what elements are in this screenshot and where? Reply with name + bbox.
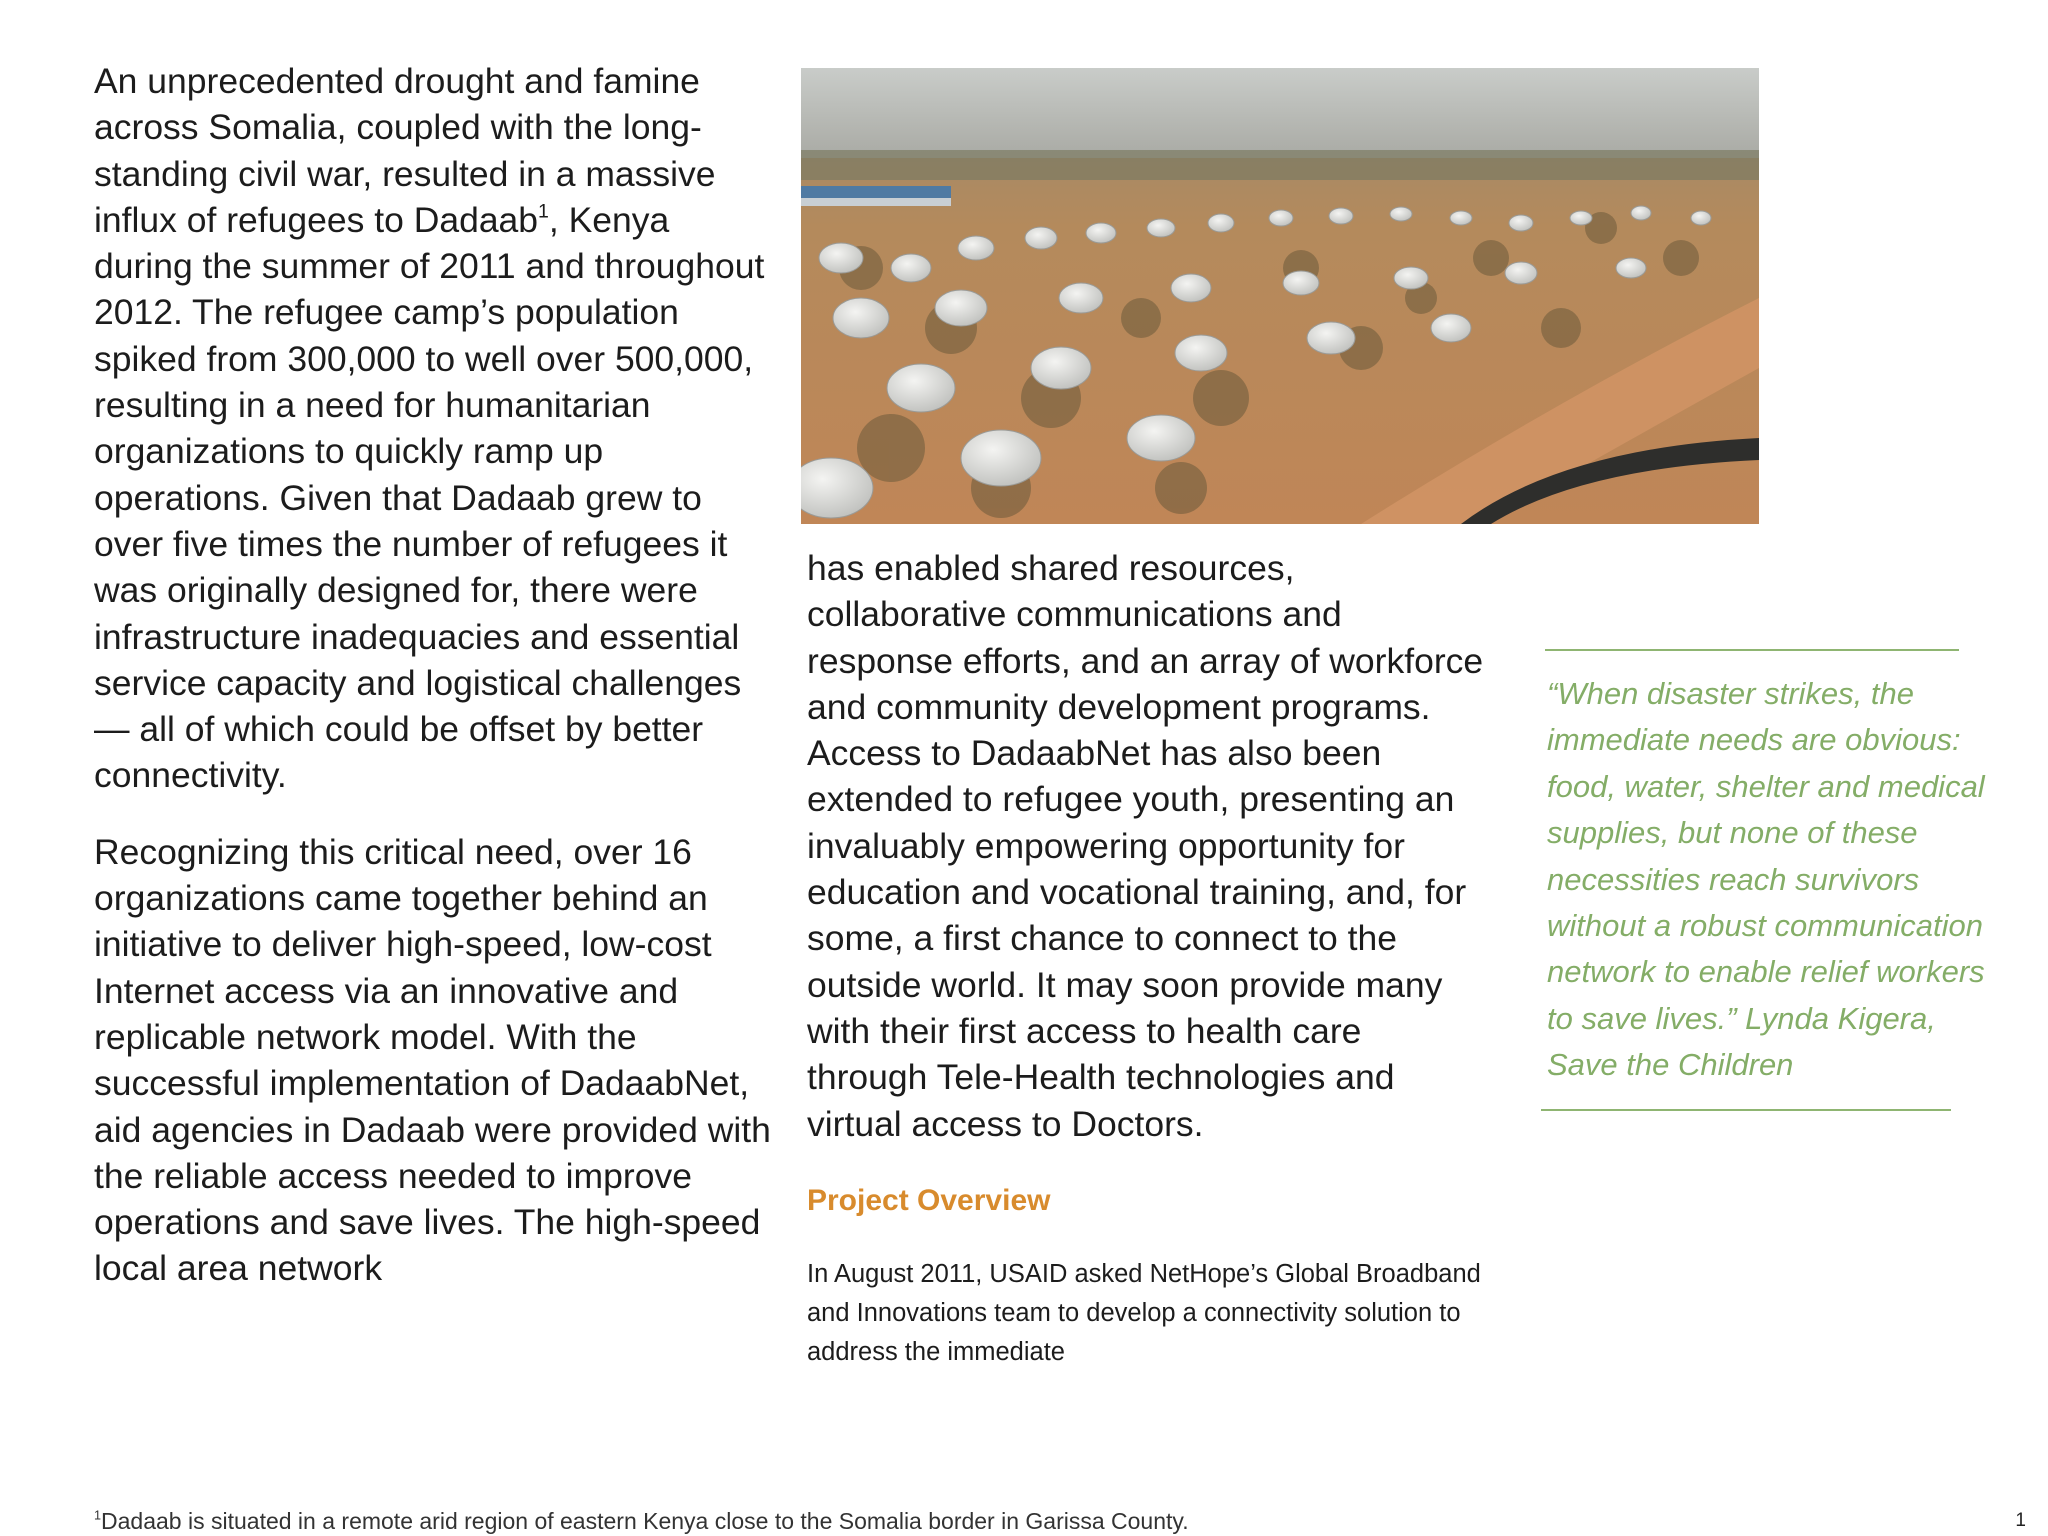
project-overview-paragraph: In August 2011, USAID asked NetHope’s Global Broadband and Innovations team to develop a connectivity solution to address the immediate [807, 1259, 1481, 1366]
refugee-camp-photo [801, 68, 1759, 524]
footnote-mark: 1 [94, 1508, 102, 1523]
page-number: 1 [2015, 1510, 2026, 1531]
intro-text-part2: , Kenya during the summer of 2011 and throughout 2012. The refugee camp’s population spiked from 300,000 to well over 500,000, resulting in a need for humanitarian organizations to quickly ramp up operations. Given that Dadaab grew to over five times the number of refugees it was originally designed for, there were infrastructure inadequacies and essential service capacity and logistical challenges — all of which could be offset by better connectivity. [94, 199, 765, 796]
pull-quote [1541, 649, 1985, 1111]
refugee-camp-photo-illustration [801, 68, 1759, 524]
intro-paragraph [94, 58, 774, 799]
initiative-paragraph: Recognizing this critical need, over 16 organizations came together behind an initiative to deliver high-speed, low-cost Internet access via an innovative and replicable network model. With the successful implementation of DadaabNet, aid agencies in Dadaab were provided with the reliable access needed to improve operations and save lives. The high-speed local area network [94, 831, 771, 1289]
intro-text-part1: An unprecedented drought and famine across Somalia, coupled with the long-standing civil war, resulted in a massive influx of refugees to Dadaab [94, 61, 716, 240]
pull-quote-bottom-rule [1541, 1109, 1951, 1111]
section-heading-project-overview: Project Overview [807, 1183, 1051, 1217]
pull-quote-text: “When disaster strikes, the immediate needs are obvious: food, water, shelter and medical supplies, but none of these necessities reach survivors without a robust communication network to enable relief workers to save lives.” Lynda Kigera, Save the Children [1547, 676, 1985, 1083]
continuation-paragraph: has enabled shared resources, collaborative communications and response efforts, and an array of workforce and community development programs. Access to DadaabNet has also been extended to refugee youth, presenting an invaluably empowering opportunity for education and vocational training, and, for some, a first chance to connect to the outside world. It may soon provide many with their first access to health care through Tele-Health technologies and virtual access to Doctors. [807, 548, 1484, 1144]
footnote [94, 1506, 1189, 1536]
middle-column [807, 545, 1487, 1372]
footnote-reference: 1 [538, 200, 549, 223]
left-column [94, 58, 774, 1292]
footnote-text: Dadaab is situated in a remote arid region of eastern Kenya close to the Somalia border in Garissa County. [101, 1508, 1189, 1534]
